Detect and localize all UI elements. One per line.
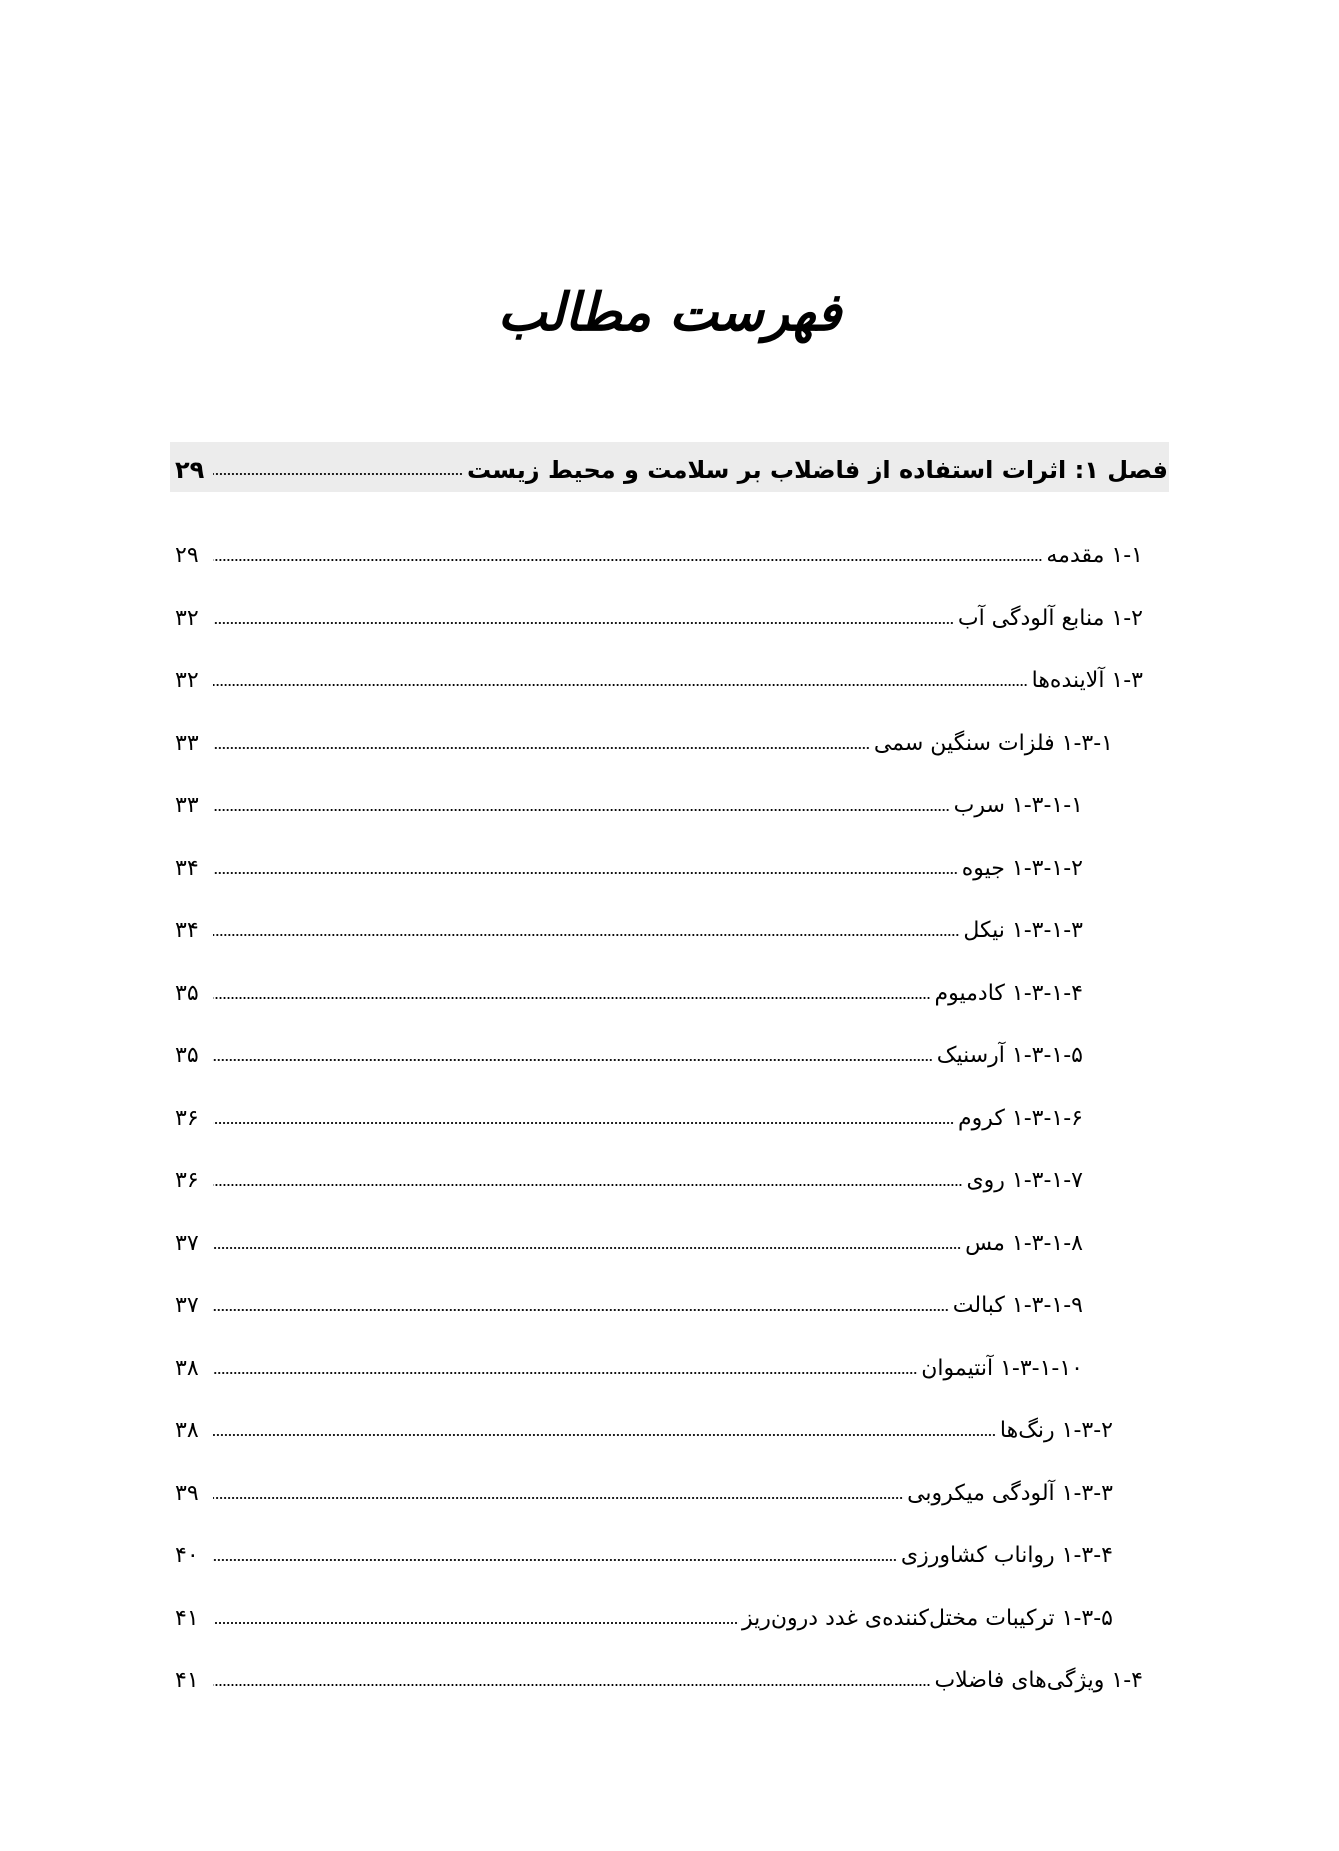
toc-entry-title: ۱-۳-۱-۱ سرب	[953, 793, 1083, 818]
toc-page-number: ۳۸	[175, 1356, 199, 1381]
dot-leader	[213, 994, 931, 1002]
toc-entry-title: ۱-۳-۱-۷ روی	[966, 1168, 1083, 1193]
toc-entry[interactable]	[175, 1219, 1083, 1259]
dot-leader	[213, 1119, 954, 1127]
dot-leader	[213, 1494, 903, 1502]
toc-entry-title: ۱-۳-۲ رنگ‌ها	[999, 1418, 1113, 1443]
toc-page-number: ۳۲	[175, 668, 199, 693]
toc-page-number: ۳۴	[175, 918, 199, 943]
dot-leader	[213, 681, 1028, 689]
toc-page-number: ۳۷	[175, 1293, 199, 1318]
dot-leader	[213, 470, 463, 478]
toc-entry-title: ۱-۳-۱-۲ جیوه	[961, 856, 1083, 881]
toc-entry[interactable]	[175, 1031, 1083, 1071]
toc-entry[interactable]	[175, 531, 1143, 571]
toc-entry[interactable]	[175, 906, 1083, 946]
toc-page-number: ۳۵	[175, 1043, 199, 1068]
toc-page-number: ۴۱	[175, 1606, 199, 1631]
dot-leader	[213, 619, 954, 627]
toc-page-number: ۴۰	[175, 1543, 199, 1568]
toc-page-number: ۳۹	[175, 1481, 199, 1506]
toc-entry[interactable]	[175, 1594, 1113, 1634]
dot-leader	[213, 744, 870, 752]
toc-entry[interactable]	[175, 844, 1083, 884]
toc-page-number: ۳۶	[175, 1106, 199, 1131]
dot-leader	[213, 869, 958, 877]
toc-entry-title: ۱-۳-۵ ترکیبات مختل‌کننده‌ی غدد درون‌ریز	[742, 1606, 1113, 1631]
toc-page-number: ۴۱	[175, 1668, 199, 1693]
toc-entry[interactable]	[175, 594, 1143, 634]
toc-entry[interactable]	[175, 1281, 1083, 1321]
toc-entry-title: ۱-۳-۱-۵ آرسنیک	[936, 1043, 1083, 1068]
toc-entry-title: ۱-۱ مقدمه	[1046, 543, 1143, 568]
dot-leader	[213, 931, 959, 939]
toc-entry-title: ۱-۳-۱-۳ نیکل	[963, 918, 1083, 943]
dot-leader	[213, 1306, 949, 1314]
toc-entry[interactable]	[175, 969, 1083, 1009]
toc-entry-title: ۱-۳-۳ آلودگی میکروبی	[907, 1481, 1113, 1506]
toc-entry-title: ۱-۳-۱-۱۰ آنتیموان	[921, 1356, 1083, 1381]
dot-leader	[213, 1619, 738, 1627]
toc-entry-title: ۱-۳-۴ رواناب کشاورزی	[900, 1543, 1113, 1568]
toc-entry[interactable]	[175, 1469, 1113, 1509]
toc-entry[interactable]	[175, 1156, 1083, 1196]
toc-entry-title: ۱-۳-۱-۸ مس	[965, 1231, 1083, 1256]
toc-entry-title: ۱-۳-۱-۶ کروم	[958, 1106, 1083, 1131]
dot-leader	[213, 1556, 897, 1564]
toc-entry[interactable]	[175, 781, 1083, 821]
dot-leader	[213, 806, 950, 814]
toc-page-number: ۳۳	[175, 793, 199, 818]
toc-chapter-1[interactable]	[175, 445, 1168, 485]
toc-page-number: ۳۲	[175, 606, 199, 631]
toc-entry-title: ۱-۳ آلاینده‌ها	[1031, 668, 1143, 693]
toc-page-number: ۲۹	[175, 456, 205, 484]
dot-leader	[213, 1244, 961, 1252]
dot-leader	[213, 1181, 962, 1189]
toc-page-number: ۳۷	[175, 1231, 199, 1256]
toc-page-number: ۲۹	[175, 543, 199, 568]
toc-entry-title: ۱-۲ منابع آلودگی آب	[957, 606, 1143, 631]
toc-page-number: ۳۸	[175, 1418, 199, 1443]
toc-entry-title: فصل ۱: اثرات استفاده از فاضلاب بر سلامت و محیط زیست	[466, 456, 1168, 484]
toc-entry[interactable]	[175, 1406, 1113, 1446]
toc-entry[interactable]	[175, 1094, 1083, 1134]
toc-entry[interactable]	[175, 1656, 1143, 1696]
toc-page-number: ۳۳	[175, 731, 199, 756]
toc-entry[interactable]	[175, 1531, 1113, 1571]
dot-leader	[213, 1369, 917, 1377]
toc-entry[interactable]	[175, 1344, 1083, 1384]
page-title: فهرست مطالب	[497, 282, 842, 343]
toc-page-number: ۳۴	[175, 856, 199, 881]
toc-entry-title: ۱-۴ ویژگی‌های فاضلاب	[934, 1668, 1143, 1693]
dot-leader	[213, 1431, 996, 1439]
toc-page-number: ۳۶	[175, 1168, 199, 1193]
dot-leader	[213, 1681, 930, 1689]
toc-entry-title: ۱-۳-۱ فلزات سنگین سمی	[873, 731, 1113, 756]
toc-entry-title: ۱-۳-۱-۴ کادمیوم	[934, 981, 1083, 1006]
toc-entry[interactable]	[175, 719, 1113, 759]
toc-entry-title: ۱-۳-۱-۹ کبالت	[952, 1293, 1083, 1318]
toc-entry[interactable]	[175, 656, 1143, 696]
dot-leader	[213, 1056, 933, 1064]
dot-leader	[213, 556, 1042, 564]
toc-page-number: ۳۵	[175, 981, 199, 1006]
